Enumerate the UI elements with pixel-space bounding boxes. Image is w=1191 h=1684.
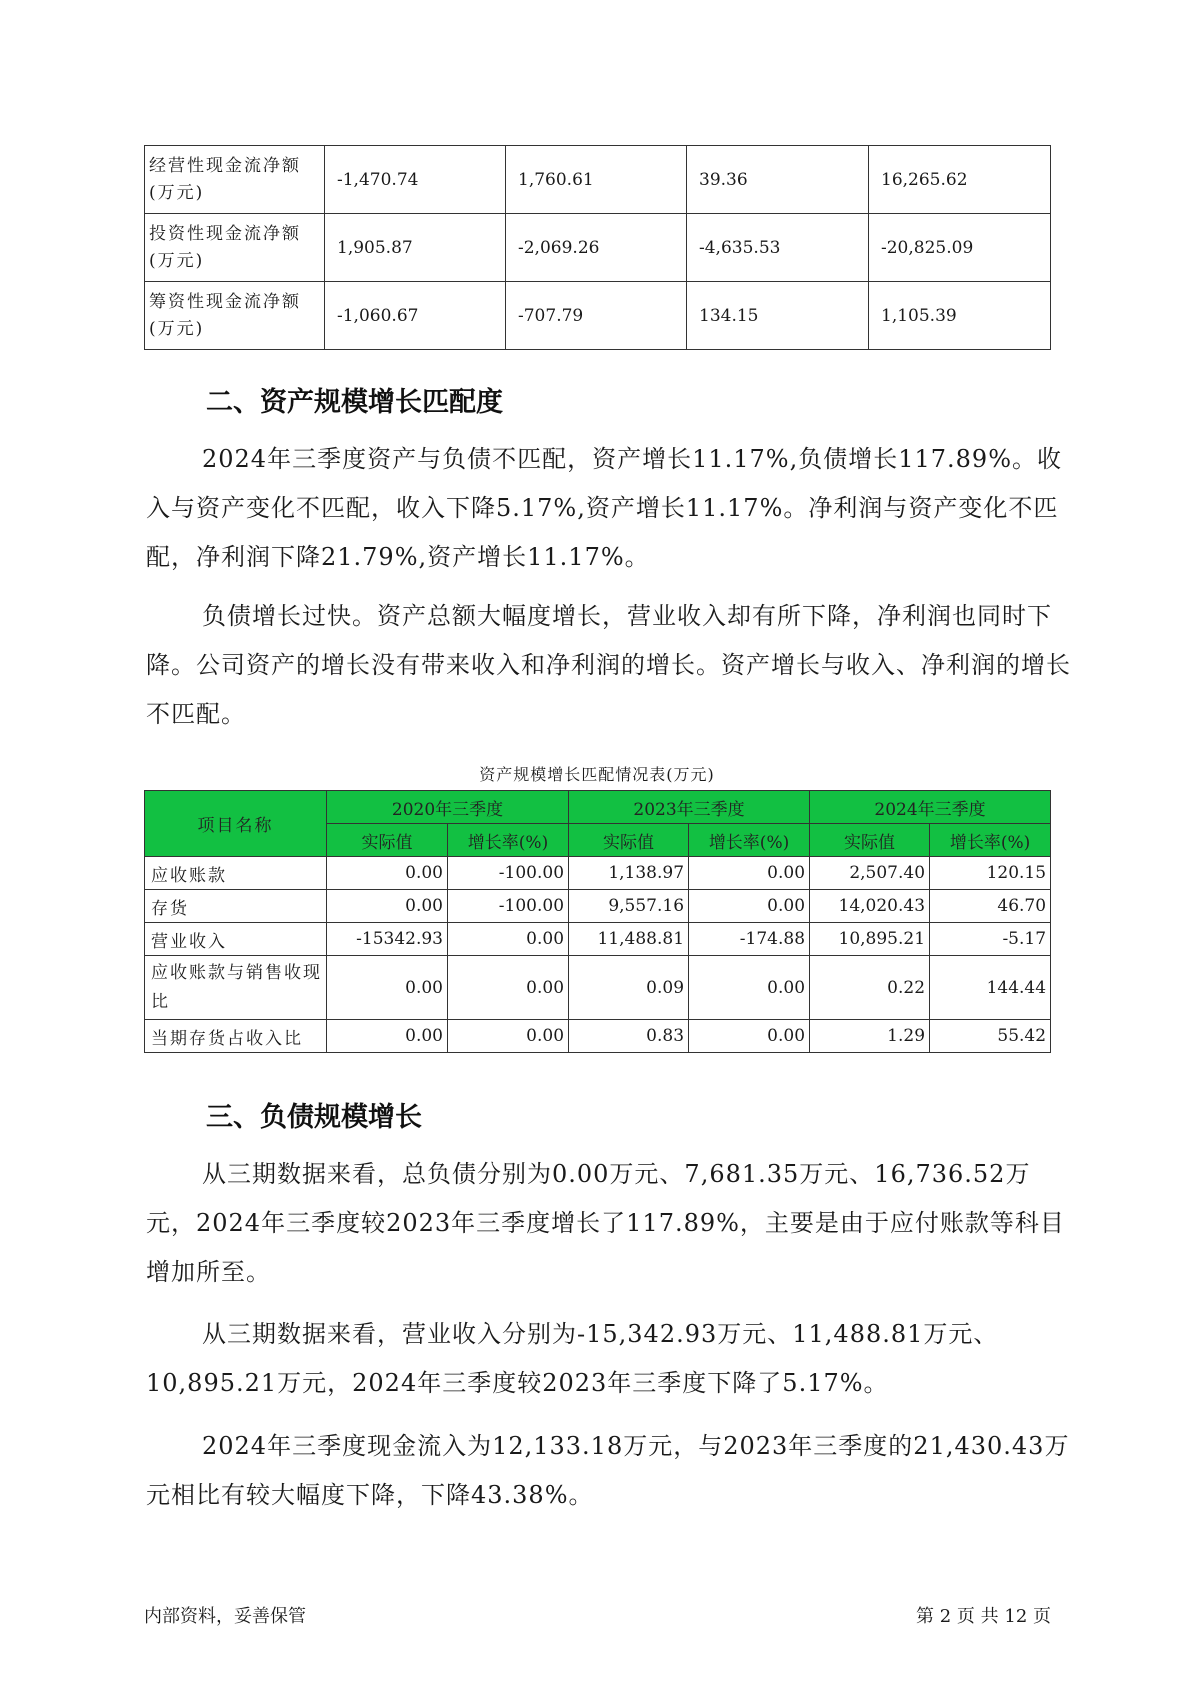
asset-growth-table — [144, 790, 1051, 1053]
table-cell: -15342.93 — [327, 923, 448, 956]
table-row — [145, 282, 1051, 350]
table-cell: -707.79 — [506, 282, 687, 350]
row-label: 应收账款 — [145, 857, 327, 890]
table-cell: -5.17 — [930, 923, 1051, 956]
table-cell: 16,265.62 — [869, 146, 1051, 214]
table-cell: -100.00 — [448, 857, 569, 890]
table-row — [145, 890, 1051, 923]
table-cell: 0.00 — [689, 956, 810, 1020]
table-cell: -20,825.09 — [869, 214, 1051, 282]
table-cell: 134.15 — [687, 282, 869, 350]
table-cell: 2,507.40 — [810, 857, 930, 890]
table-cell: 1,105.39 — [869, 282, 1051, 350]
table-cell: 11,488.81 — [569, 923, 689, 956]
row-label: 存货 — [145, 890, 327, 923]
table-cell: -1,060.67 — [325, 282, 506, 350]
row-label: 经营性现金流净额(万元) — [145, 146, 325, 214]
paragraph: 负债增长过快。资产总额大幅度增长，营业收入却有所下降，净利润也同时下降。公司资产的增长没有带来收入和净利润的增长。资产增长与收入、净利润的增长不匹配。 — [146, 602, 1071, 728]
table-cell: 9,557.16 — [569, 890, 689, 923]
table-cell: 55.42 — [930, 1020, 1051, 1053]
row-label: 筹资性现金流净额(万元) — [145, 282, 325, 350]
header-growth: 增长率(%) — [689, 824, 810, 857]
table-cell: -1,470.74 — [325, 146, 506, 214]
table-row — [145, 1020, 1051, 1053]
table-cell: -100.00 — [448, 890, 569, 923]
paragraph: 2024年三季度资产与负债不匹配，资产增长11.17%,负债增长117.89%。收入与资产变化不匹配，收入下降5.17%,资产增长11.17%。净利润与资产变化不匹配，净利润下降21.79%,资产增长11.17%。 — [146, 445, 1062, 571]
cash-flow-table — [144, 145, 1051, 350]
header-period: 2024年三季度 — [810, 791, 1051, 824]
row-label: 投资性现金流净额(万元) — [145, 214, 325, 282]
table-cell: 0.00 — [327, 956, 448, 1020]
row-label: 应收账款与销售收现比 — [145, 956, 327, 1020]
table-row — [145, 214, 1051, 282]
table-cell: 0.00 — [327, 857, 448, 890]
table-cell: 120.15 — [930, 857, 1051, 890]
table-cell: 10,895.21 — [810, 923, 930, 956]
table-row — [145, 857, 1051, 890]
header-actual: 实际值 — [327, 824, 448, 857]
paragraph: 从三期数据来看，总负债分别为0.00万元、7,681.35万元、16,736.52万元，2024年三季度较2023年三季度增长了117.89%，主要是由于应付账款等科目增加所至。 — [146, 1160, 1065, 1286]
table-cell: 0.09 — [569, 956, 689, 1020]
footer-confidential-note: 内部资料，妥善保管 — [144, 1606, 306, 1627]
table-cell: 0.22 — [810, 956, 930, 1020]
table-cell: 0.00 — [327, 890, 448, 923]
header-actual: 实际值 — [569, 824, 689, 857]
table-cell: -174.88 — [689, 923, 810, 956]
table-cell: 1,760.61 — [506, 146, 687, 214]
header-item-name: 项目名称 — [145, 791, 327, 857]
table-cell: 1,905.87 — [325, 214, 506, 282]
table-cell: 0.00 — [448, 1020, 569, 1053]
section-heading: 二、资产规模增长匹配度 — [206, 387, 503, 418]
table-cell: -4,635.53 — [687, 214, 869, 282]
row-label: 当期存货占收入比 — [145, 1020, 327, 1053]
table-header-row — [145, 791, 1051, 824]
footer-page-number: 第 2 页 共 12 页 — [916, 1606, 1051, 1627]
header-period: 2023年三季度 — [569, 791, 810, 824]
table-caption: 资产规模增长匹配情况表(万元) — [479, 765, 715, 784]
table-row — [145, 146, 1051, 214]
paragraph: 2024年三季度现金流入为12,133.18万元，与2023年三季度的21,430.43万元相比有较大幅度下降，下降43.38%。 — [146, 1432, 1070, 1509]
table-row — [145, 956, 1051, 1020]
header-period: 2020年三季度 — [327, 791, 569, 824]
table-cell: 0.00 — [689, 890, 810, 923]
header-actual: 实际值 — [810, 824, 930, 857]
table-row — [145, 923, 1051, 956]
table-cell: 14,020.43 — [810, 890, 930, 923]
table-cell: 0.83 — [569, 1020, 689, 1053]
table-cell: 144.44 — [930, 956, 1051, 1020]
row-label: 营业收入 — [145, 923, 327, 956]
table-cell: 46.70 — [930, 890, 1051, 923]
table-cell: 0.00 — [689, 857, 810, 890]
table-cell: 0.00 — [448, 923, 569, 956]
paragraph: 从三期数据来看，营业收入分别为-15,342.93万元、11,488.81万元、10,895.21万元，2024年三季度较2023年三季度下降了5.17%。 — [146, 1320, 999, 1397]
table-cell: 1,138.97 — [569, 857, 689, 890]
table-cell: 0.00 — [689, 1020, 810, 1053]
table-cell: 0.00 — [327, 1020, 448, 1053]
section-heading: 三、负债规模增长 — [206, 1102, 422, 1133]
table-cell: -2,069.26 — [506, 214, 687, 282]
header-growth: 增长率(%) — [930, 824, 1051, 857]
table-cell: 1.29 — [810, 1020, 930, 1053]
table-cell: 0.00 — [448, 956, 569, 1020]
table-cell: 39.36 — [687, 146, 869, 214]
header-growth: 增长率(%) — [448, 824, 569, 857]
